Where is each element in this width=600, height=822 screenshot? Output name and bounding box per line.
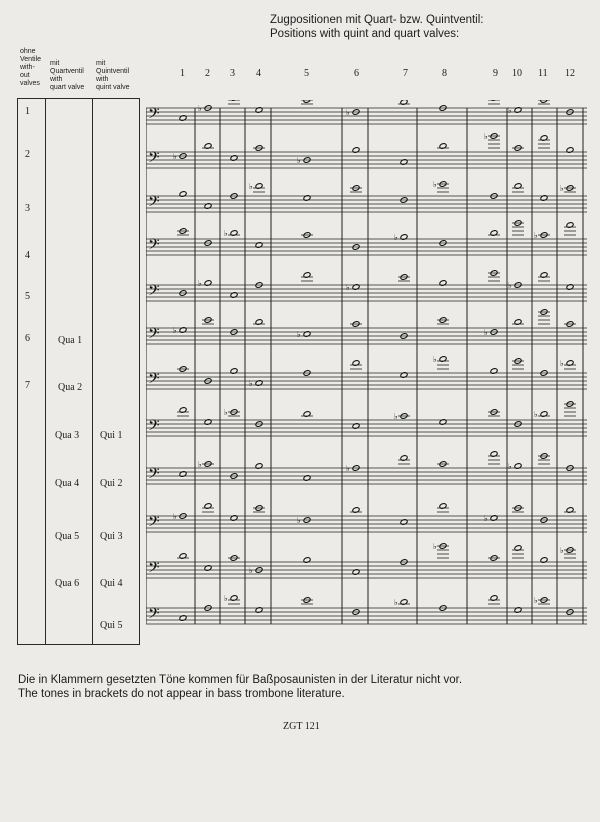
flat-sign: ♭ — [394, 598, 398, 607]
row-label-quart: Qua 2 — [58, 382, 83, 393]
flat-sign: ♭ — [249, 566, 253, 575]
flat-sign: ♭ — [508, 106, 512, 115]
flat-sign: ♭ — [173, 326, 177, 335]
flat-sign: ♭ — [433, 542, 437, 551]
flat-sign: ♭ — [433, 355, 437, 364]
whole-note — [540, 100, 548, 103]
bass-clef: 𝄢 — [148, 559, 160, 580]
row-label-no-valve: 5 — [25, 291, 30, 302]
valve-table-frame — [17, 98, 140, 645]
flat-sign: ♭ — [534, 231, 538, 240]
position-number: 9 — [493, 68, 498, 79]
position-number: 10 — [512, 68, 522, 79]
flat-sign: ♭ — [224, 594, 228, 603]
row-label-quint: Qui 3 — [100, 531, 123, 542]
flat-sign: ♭ — [560, 359, 564, 368]
flat-sign: ♭ — [508, 281, 512, 290]
position-number: 11 — [538, 68, 548, 79]
position-number: 3 — [230, 68, 235, 79]
bass-clef: 𝄢 — [148, 236, 160, 257]
flat-sign: ♭ — [297, 516, 301, 525]
bass-clef: 𝄢 — [148, 193, 160, 214]
bass-clef: 𝄢 — [148, 465, 160, 486]
header-text: mit — [50, 60, 60, 67]
row-label-quint: Qui 1 — [100, 430, 123, 441]
footnote — [18, 673, 462, 701]
flat-sign: ♭ — [346, 464, 350, 473]
flat-sign: ♭ — [484, 514, 488, 523]
notation-area — [146, 100, 588, 660]
whole-note — [400, 100, 408, 105]
column-divider — [92, 98, 93, 644]
flat-sign: ♭ — [173, 152, 177, 161]
catalog-code: ZGT 121 — [283, 721, 320, 732]
bass-clef: 𝄢 — [148, 370, 160, 391]
flat-sign: ♭ — [249, 379, 253, 388]
row-label-quint: Qui 4 — [100, 578, 123, 589]
flat-sign: ♭ — [560, 546, 564, 555]
flat-sign: ♭ — [534, 410, 538, 419]
flat-sign: ♭ — [394, 412, 398, 421]
row-label-no-valve: 6 — [25, 333, 30, 344]
header-text: Ventile — [20, 56, 42, 63]
music-staves — [146, 100, 588, 660]
heading-english: Positions with quint and quart valves: — [270, 28, 460, 40]
position-number: 1 — [180, 68, 185, 79]
header-text: with- — [20, 64, 35, 71]
row-label-no-valve: 1 — [25, 106, 30, 117]
heading-german: Zugpositionen mit Quart- bzw. Quintventil: — [270, 14, 484, 26]
bass-clef: 𝄢 — [148, 325, 160, 346]
header-quart-valve — [50, 60, 84, 92]
row-label-quint: Qui 2 — [100, 478, 123, 489]
row-label-quart: Qua 6 — [55, 578, 80, 589]
row-label-no-valve: 3 — [25, 203, 30, 214]
flat-sign: ♭ — [560, 184, 564, 193]
header-quint-valve — [96, 60, 129, 92]
flat-sign: ♭ — [249, 182, 253, 191]
row-label-no-valve: 2 — [25, 149, 30, 160]
flat-sign: ♭ — [224, 408, 228, 417]
row-label-no-valve: 7 — [25, 380, 30, 391]
header-no-valves — [20, 48, 41, 88]
flat-sign: ♭ — [224, 229, 228, 238]
header-text: out — [20, 72, 30, 79]
header-text: with — [50, 76, 63, 83]
column-divider — [45, 98, 46, 644]
bass-clef: 𝄢 — [148, 282, 160, 303]
bass-clef: 𝄢 — [148, 513, 160, 534]
row-label-quart: Qua 1 — [58, 335, 83, 346]
header-text: Quintventil — [96, 68, 130, 75]
flat-sign: ♭ — [534, 596, 538, 605]
flat-sign: ♭ — [297, 330, 301, 339]
bass-clef: 𝄢 — [148, 605, 160, 626]
row-label-quart: Qua 3 — [55, 430, 80, 441]
position-number: 6 — [354, 68, 359, 79]
flat-sign: ♭ — [484, 328, 488, 337]
row-label-quart: Qua 5 — [55, 531, 80, 542]
row-label-no-valve: 4 — [25, 250, 30, 261]
flat-sign: ♭ — [508, 462, 512, 471]
footnote-german: Die in Klammern gesetzten Töne kommen für Baßposaunisten in der Literatur nicht vor. — [18, 674, 463, 686]
position-number: 4 — [256, 68, 261, 79]
header-text: with — [96, 76, 109, 83]
flat-sign: ♭ — [198, 279, 202, 288]
chart-heading — [270, 13, 484, 41]
position-number: 12 — [565, 68, 575, 79]
flat-sign: ♭ — [346, 283, 350, 292]
flat-sign: ♭ — [394, 233, 398, 242]
bass-clef: 𝄢 — [148, 149, 160, 170]
position-number: 8 — [442, 68, 447, 79]
row-label-quint: Qui 5 — [100, 620, 123, 631]
flat-sign: ♭ — [198, 104, 202, 113]
flat-sign: ♭ — [433, 180, 437, 189]
header-text: ohne — [20, 48, 36, 55]
flat-sign: ♭ — [198, 460, 202, 469]
header-text: Quartventil — [50, 68, 84, 75]
header-text: quart valve — [50, 84, 85, 91]
header-text: mit — [96, 60, 106, 67]
whole-note — [303, 100, 311, 103]
position-number: 5 — [304, 68, 309, 79]
header-text: quint valve — [96, 84, 130, 91]
bass-clef: 𝄢 — [148, 105, 160, 126]
header-text: valves — [20, 80, 40, 87]
flat-sign: ♭ — [297, 156, 301, 165]
bass-clef: 𝄢 — [148, 417, 160, 438]
footnote-english: The tones in brackets do not appear in bass trombone literature. — [18, 688, 345, 700]
flat-sign: ♭ — [484, 132, 488, 141]
position-number: 2 — [205, 68, 210, 79]
flat-sign: ♭ — [173, 512, 177, 521]
row-label-quart: Qua 4 — [55, 478, 80, 489]
position-number: 7 — [403, 68, 408, 79]
flat-sign: ♭ — [346, 108, 350, 117]
